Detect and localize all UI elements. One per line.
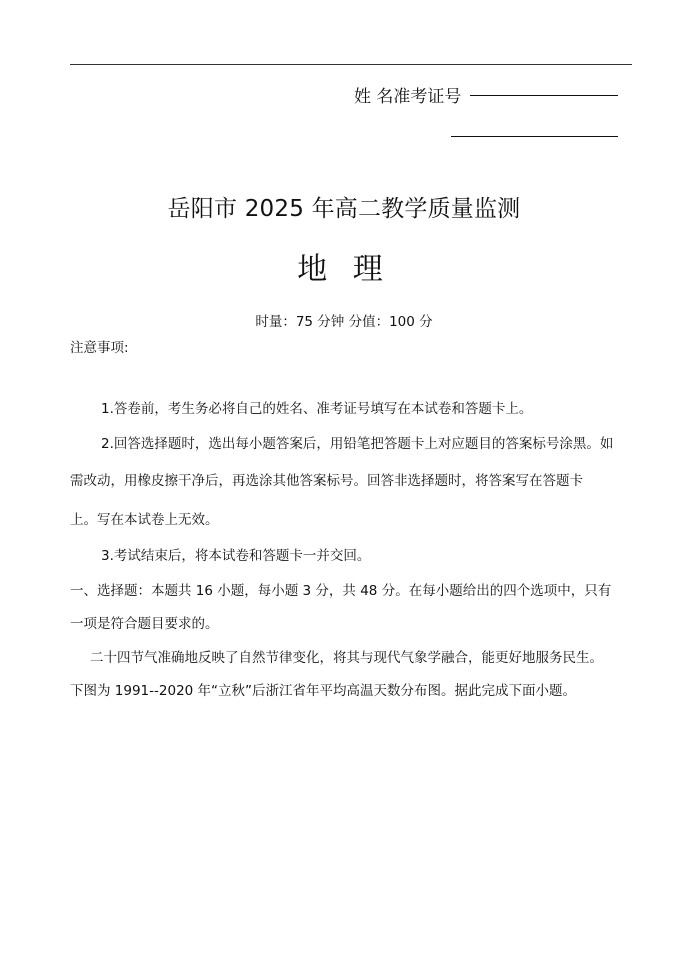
passage-line-2: 下图为 1991--2020 年“立秋”后浙江省年平均高温天数分布图。据此完成下面小题。	[70, 683, 577, 699]
top-rule	[70, 64, 632, 65]
name-blank	[470, 95, 618, 96]
note-item-1: 1.答卷前，考生务必将自己的姓名、准考证号填写在本试卷和答题卡上。	[101, 401, 533, 417]
id-blank	[451, 136, 618, 137]
id-label: 准考证号	[393, 87, 462, 107]
passage-line-1: 二十四节气准确地反映了自然节律变化，将其与现代气象学融合，能更好地服务民生。	[90, 650, 603, 666]
note-item-2-line-1: 2.回答选择题时，选出每小题答案后，用铅笔把答题卡上对应题目的答案标号涂黑。如	[101, 436, 614, 452]
note-item-3: 3.考试结束后，将本试卷和答题卡一并交回。	[101, 548, 371, 564]
exam-title: 岳阳市 2025 年高二教学质量监测	[167, 196, 521, 222]
candidate-info-line	[354, 82, 461, 107]
name-label: 姓 名	[354, 87, 394, 107]
subject-title: 地 理	[297, 252, 391, 287]
note-item-2-line-3: 上。写在本试卷上无效。	[70, 512, 219, 528]
section-1-line-2: 一项是符合题目要求的。	[70, 616, 219, 632]
section-1-line-1: 一、选择题：本题共 16 小题，每小题 3 分，共 48 分。在每小题给出的四个选项中，只有	[70, 583, 612, 599]
notes-heading: 注意事项:	[70, 340, 129, 356]
note-item-2-line-2: 需改动，用橡皮擦干净后，再选涂其他答案标号。回答非选择题时，将答案写在答题卡	[70, 473, 583, 489]
time-score-info: 时量：75 分钟 分值：100 分	[255, 314, 433, 330]
